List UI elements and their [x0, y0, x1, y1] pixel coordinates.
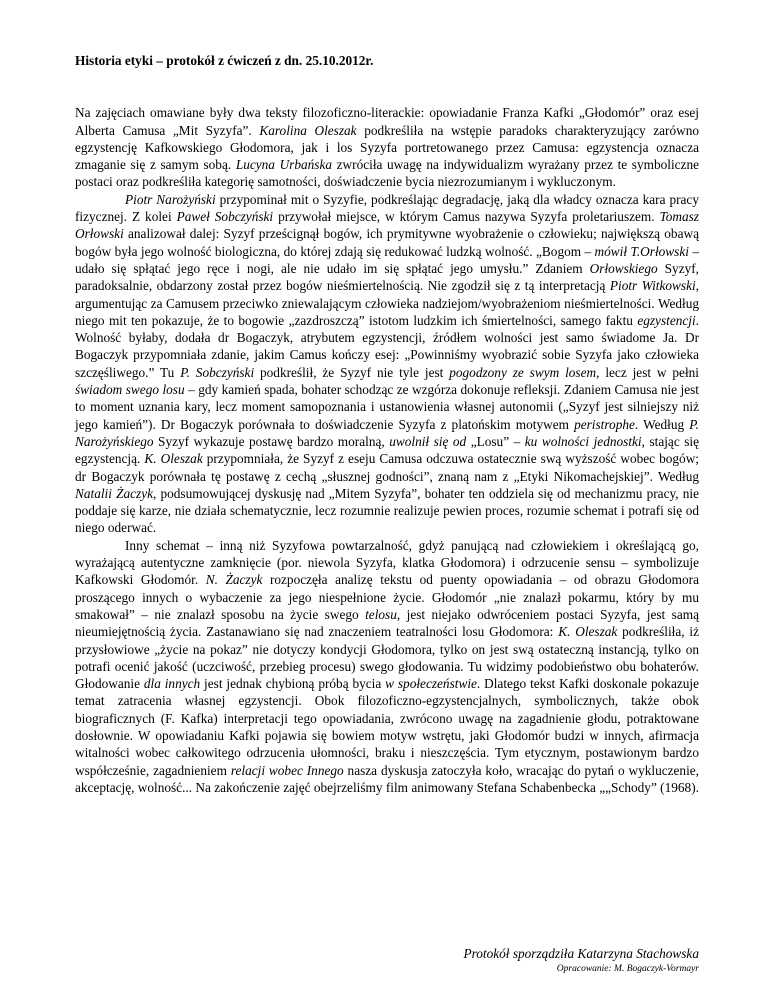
body-text: , stając się egzystencją. — [75, 433, 700, 467]
body-text: rozpoczęła analizę tekstu od puenty opowiadania – od obrazu Głodomora proszącego innych o wybaczenie za jego niespełnione życie. Głodomór „nie znalazł pokarmu, który by mu smakował” – nie znalazł sposobu na życie swego — [75, 572, 699, 622]
body-text: Na zajęciach omawiane były dwa teksty filozoficzno-literackie: opowiadanie Franza Kafki „Głodomór” oraz esej Alberta Camusa „Mit Syzyfa”. — [75, 105, 699, 138]
body-text: , jest niejako odwróceniem postaci Syzyfa, jest samą nieumiejętnością życia. Zastanawiano się nad znaczeniem teatralności losu Głodomora: — [75, 606, 699, 640]
emphasis-text: Karolina Oleszak — [259, 122, 357, 138]
body-text: „Losu” – — [466, 433, 525, 449]
paragraph-3 — [75, 537, 699, 796]
body-text: , lecz jest w pełni — [596, 364, 699, 380]
body-text: , podsumowującej dyskusję nad „Mitem Syzyfa”, bohater ten oddziela się od mechanizmu pracy, nie poddaje się karze, nie działa schematycznie, lecz rozumnie realizuje pewien proces, rozumie schemat i potrafi się od niego oderwać. — [75, 485, 699, 536]
document-page — [75, 52, 699, 796]
body-text: Syzyf, paradoksalnie, obdarzony został przez bogów nieśmiertelnością. Nie zgodził się z tą interpretacją — [75, 260, 699, 294]
body-text: podkreśliła, iż przysłowiowe „życie na pokaz” nie dotyczy kondycji Głodomora, tylko on jest swą ostateczną instancją, tylko on potrafi ocenić jakość (uczciwość, przebieg procesu) swego głodowania. Tu widzimy podobieństwo obu bohaterów. Głodowanie — [75, 624, 699, 692]
prepared-by: Opracowanie: M. Bogaczyk-Vormayr — [556, 964, 699, 974]
body-text: podkreśliła na wstępie paradoks charakteryzujący zarówno egzystencję Kafkowskiego Głodomora, jak i los Syzyfa portretowanego przez Camusa: egzystencja oznacza zmaganie się z samym sobą. — [75, 122, 699, 173]
emphasis-text: N. Żaczyk — [205, 572, 263, 588]
body-text: przypomniała, że Syzyf z eseju Camusa odczuwa ostatecznie swą wyższość wobec bogów; dr Bogaczyk porównała tę postawę z cechą „słusznej godności”, znaną nam z „Etyki Nikomachejskiej”. Według — [75, 451, 699, 484]
body-text: Inny schemat – inną niż Syzyfowa powtarzalność, gdyż panującą nad człowiekiem i określającą go, wyrażającą autentyczne zamknięcie (por. niewola Syzyfa, klatka Głodomora) i odrzucenie sensu – symbolizuje Kafkowski Głodomór. — [75, 537, 699, 588]
body-text: . Dlatego tekst Kafki doskonale pokazuje temat zatracenia własnej egzystencji. Obok filozoficzno-egzystencjalnych, symbolicznych, także obok biograficznych (F. Kafka) interpretacji tego opowiadania, zwrócono uwagę na zagadnienie głodu, potraktowane dosłownie. W opowiadaniu Kafki pojawia się bowiem motyw wstrętu, jaki Głodomór budzi w innych, afirmacja witalności wobec całkowitego odrzucenia ułomności, braku i nieszczęścia. Tym etycznym, postawionym bardzo współcześnie, zagadnieniem — [75, 676, 699, 778]
emphasis-text: Orłowskiego — [589, 260, 658, 276]
emphasis-text: relacji wobec Innego — [230, 762, 344, 778]
body-text: , argumentując za Camusem przeciwko zniewalającym człowieka nadziejom/wyobrażeniom nieśmiertelności. Według niego mit ten pokazuje, że to bogowie „zazdroszczą” istotom ludzkim ich śmiertelności, samego faktu — [75, 278, 699, 328]
emphasis-text: Natalii Żaczyk — [75, 485, 154, 501]
paragraph-2 — [75, 191, 699, 537]
paragraph-1 — [75, 104, 699, 190]
body-text: jest jednak chybioną próbą bycia — [200, 676, 386, 692]
emphasis-text: w społeczeństwie — [385, 676, 477, 692]
emphasis-text: mówił T.Orłowski — [594, 243, 689, 259]
emphasis-text: P. Sobczyński — [180, 364, 255, 380]
document-title: Historia etyki – protokół z ćwiczeń z dn. 25.10.2012r. — [75, 53, 374, 68]
emphasis-text: K. Oleszak — [558, 624, 618, 640]
body-text: Syzyf wykazuje postawę bardzo moralną, — [153, 433, 390, 449]
emphasis-text: egzystencji — [637, 312, 696, 328]
body-text: . Wolność byłaby, dodała dr Bogaczyk, atrybutem egzystencji, źródłem wolności jest samo świadome Ja. Dr Bogaczyk przypomniała zdanie, jakim Camus kończy esej: „Powinniśmy wyobrazić sobie Syzyfa jako człowieka szczęśliwego.” Tu — [75, 312, 699, 380]
emphasis-text: Piotr Narożyński — [125, 191, 216, 207]
emphasis-text: Tomasz Orłowski — [75, 209, 699, 242]
emphasis-text: dla innych — [143, 676, 201, 692]
emphasis-text: K. Oleszak — [144, 451, 203, 467]
body-text: – gdy kamień spada, bohater schodząc ze wzgórza dokonuje refleksji. Zdaniem Camusa nie jest to moment uznania kary, lecz moment samopoznania i ustanowienia własnej autonomii („Syzyf jest silniejszy niż jego kamień”). Dr Bogaczyk porównała to doświadczenie Syzyfa z platońskim motywem — [75, 382, 700, 432]
body-text: zwróciła uwagę na indywidualizm wyrażany przez te symboliczne postaci oraz podkreśliła kategorię samotności, doświadczenie bycia niezrozumianym i wykluczonym. — [75, 157, 700, 190]
emphasis-text: Paweł Sobczyński — [176, 209, 274, 225]
emphasis-text: Lucyna Urbańska — [235, 157, 333, 173]
emphasis-text: uwolnił się od — [389, 433, 467, 449]
signature: Protokół sporządziła Katarzyna Stachowska — [463, 946, 699, 961]
emphasis-text: Piotr Witkowski — [609, 278, 696, 294]
body-text: nasza dyskusja zatoczyła koło, wracając do pytań o wykluczenie, akceptację, wolność... Na zakończenie zajęć obejrzeliśmy film animowany Stefana Schabenbecka „„Schody” (1968). — [75, 762, 699, 795]
emphasis-text: P. Narożyńskiego — [75, 416, 699, 449]
body-text: – udało się spłątać jego ręce i nogi, ale nie udało im się spłątać jego umysłu.” Zdaniem — [75, 243, 699, 276]
emphasis-text: ku wolności jednostki — [524, 433, 642, 449]
emphasis-text: peristrophe — [574, 416, 635, 432]
body-text: przypominał mit o Syzyfie, podkreślając degradację, jaką dla władcy oznacza kara pracy fizycznej. Z kolei — [75, 191, 699, 225]
emphasis-text: telosu — [365, 606, 397, 622]
body-text: przywołał miejsce, w którym Camus nazywa Syzyfa proletariuszem. — [273, 209, 660, 225]
body-text: podkreślił, że Syzyf nie tyle jest — [254, 364, 450, 380]
body-text: . Według — [634, 416, 690, 432]
body-text: analizował dalej: Syzyf prześcignął bogów, ich prymitywne wyobrażenie o człowieku; największą obawą bogów była jego wolność biologiczna, do której zdają się redukować ludzką wolność. „Bogom – — [75, 226, 699, 259]
emphasis-text: pogodzony ze swym losem — [449, 364, 597, 380]
emphasis-text: świadom swego losu — [75, 382, 185, 398]
